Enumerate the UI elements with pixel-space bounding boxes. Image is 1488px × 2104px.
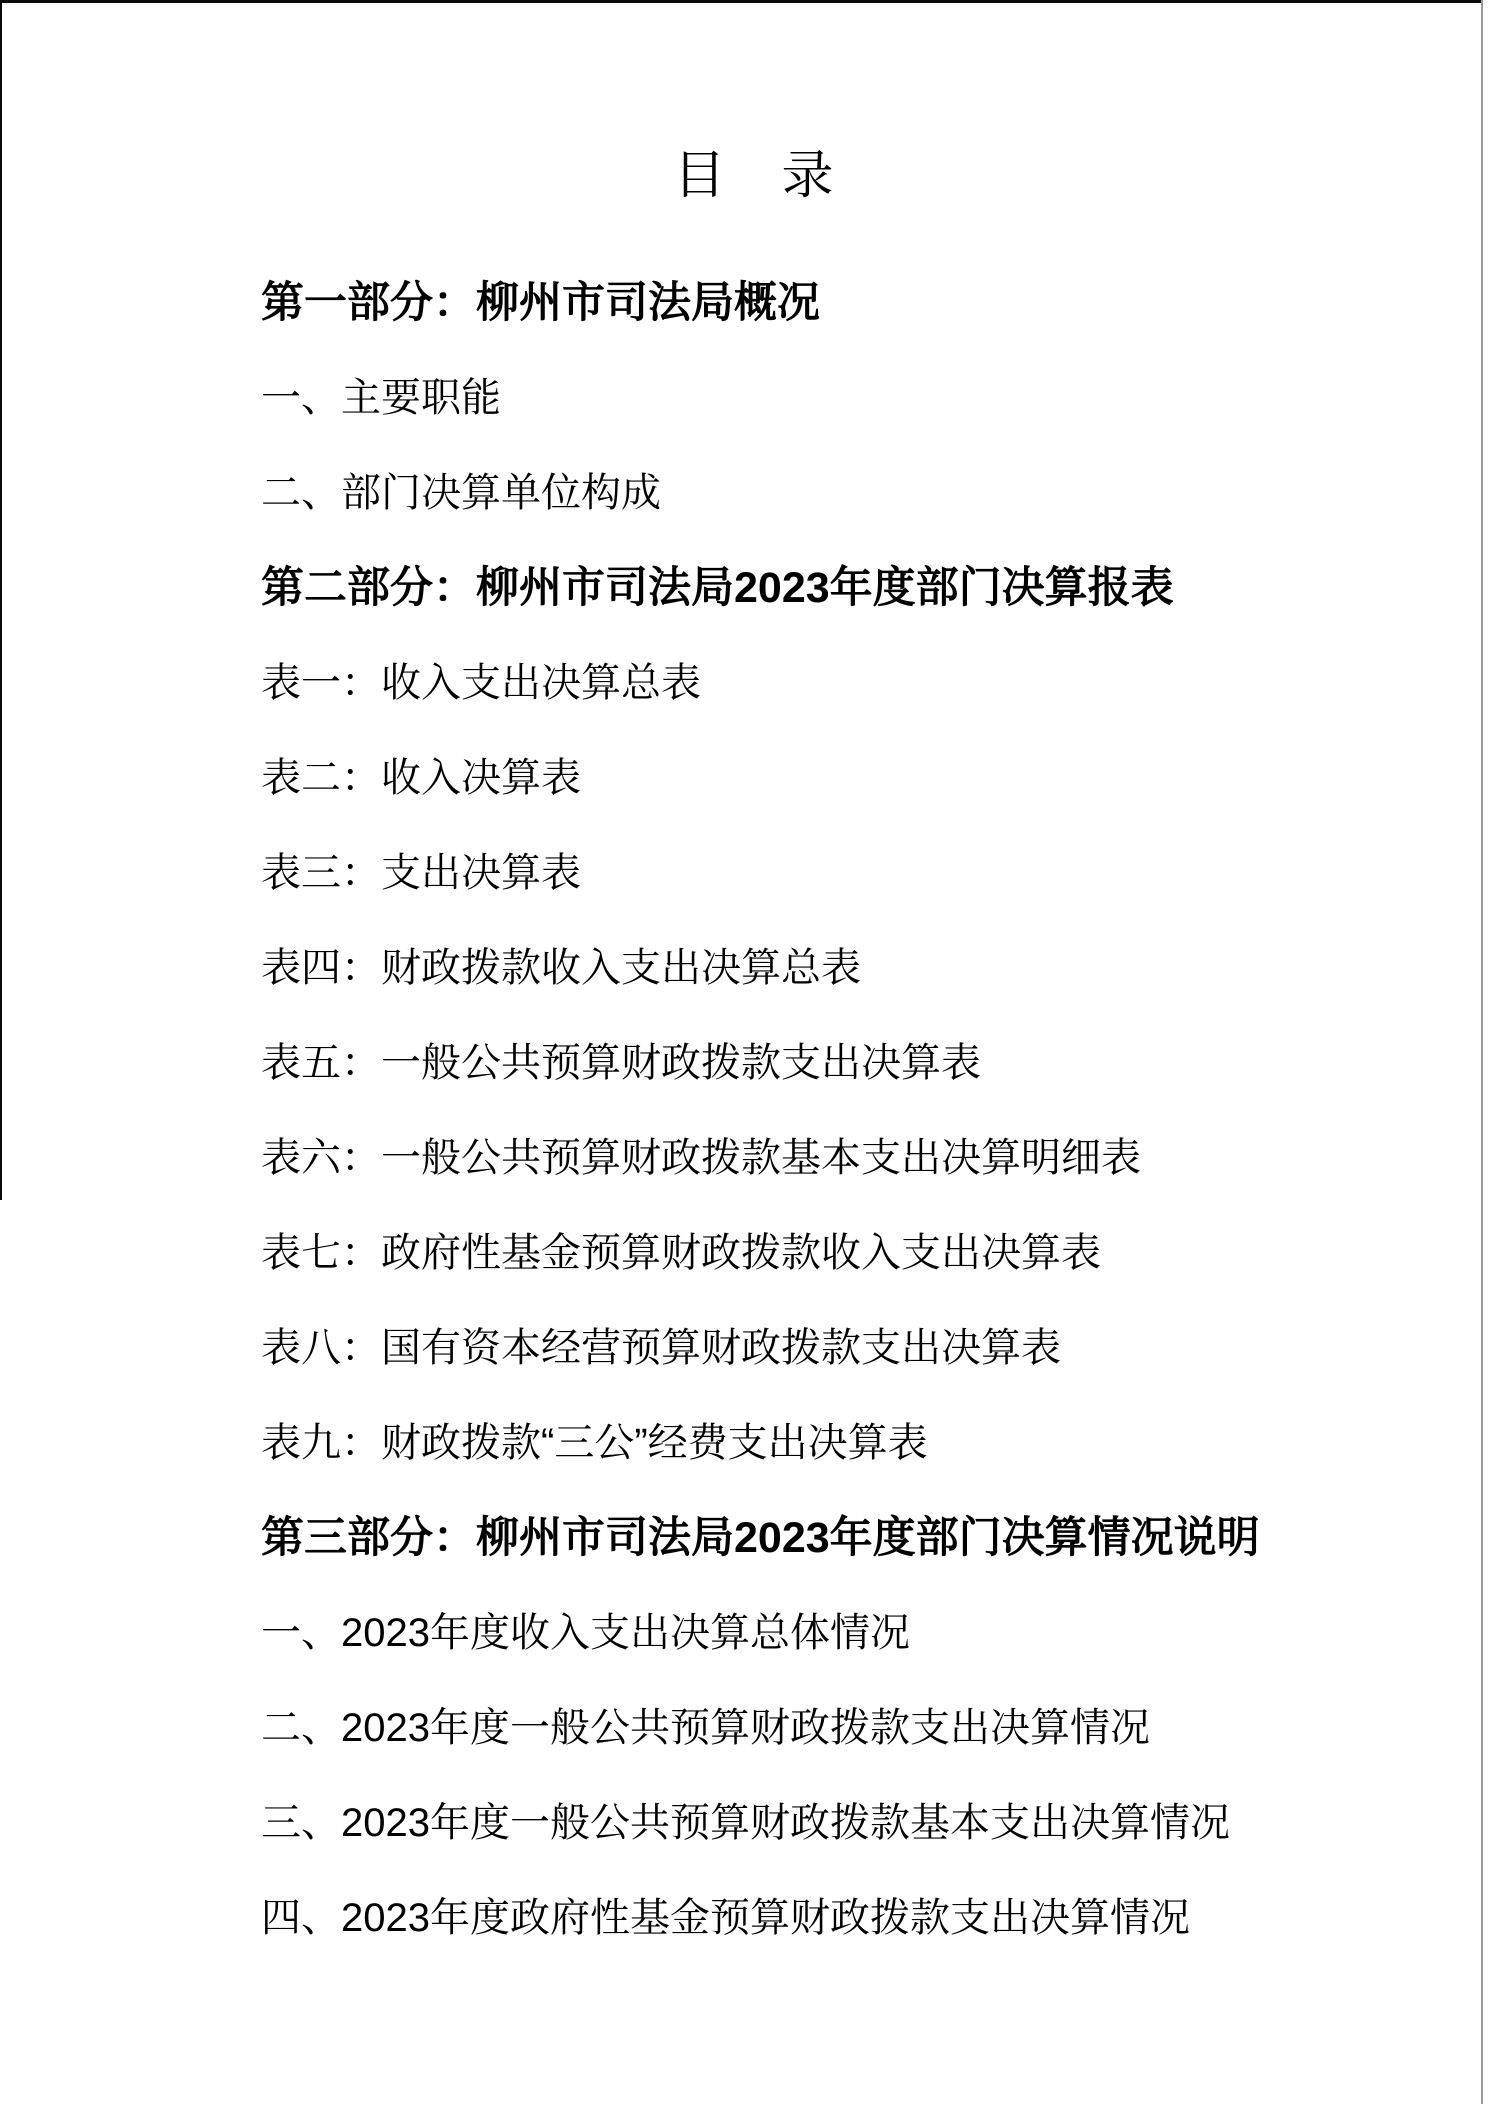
toc-item: 表八：国有资本经营预算财政拨款支出决算表	[261, 1326, 1061, 1370]
page-title: 目 录	[673, 147, 836, 205]
toc-item: 表二：收入决算表	[261, 756, 581, 800]
toc-item: 表三：支出决算表	[261, 851, 581, 895]
toc-item: 表九：财政拨款“三公”经费支出决算表	[261, 1421, 928, 1465]
toc-item: 表四：财政拨款收入支出决算总表	[261, 946, 861, 990]
toc-item: 三、2023年度一般公共预算财政拨款基本支出决算情况	[261, 1801, 1230, 1845]
toc-item: 表七：政府性基金预算财政拨款收入支出决算表	[261, 1231, 1101, 1275]
toc-item: 表五：一般公共预算财政拨款支出决算表	[261, 1041, 981, 1085]
section-heading-part1: 第一部分：柳州市司法局概况	[261, 279, 820, 327]
toc-item: 四、2023年度政府性基金预算财政拨款支出决算情况	[261, 1896, 1190, 1940]
section-heading-part2: 第二部分：柳州市司法局2023年度部门决算报表	[261, 564, 1174, 612]
toc-item: 一、主要职能	[261, 376, 501, 420]
toc-item: 二、2023年度一般公共预算财政拨款支出决算情况	[261, 1706, 1150, 1750]
toc-item: 表一：收入支出决算总表	[261, 661, 701, 705]
section-heading-part3: 第三部分：柳州市司法局2023年度部门决算情况说明	[261, 1514, 1260, 1562]
toc-item: 二、部门决算单位构成	[261, 471, 661, 515]
toc-item: 表六：一般公共预算财政拨款基本支出决算明细表	[261, 1136, 1141, 1180]
toc-item: 一、2023年度收入支出决算总体情况	[261, 1611, 910, 1655]
